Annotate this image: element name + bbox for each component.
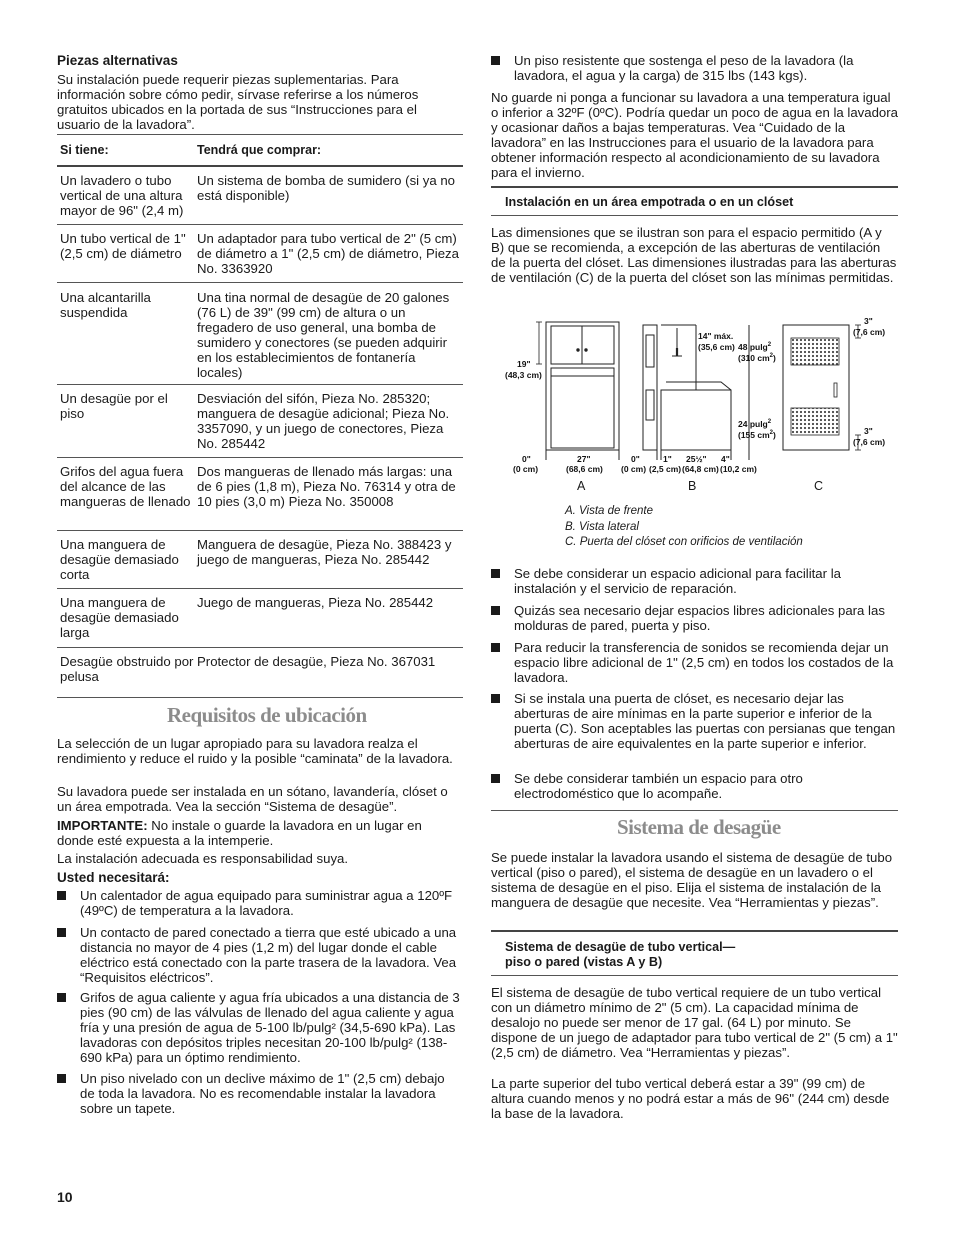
list-item-text: Se debe considerar un espacio adicional para facilitar la instalación y el servicio de reparación. — [514, 566, 841, 596]
dim-25-metric: (64,8 cm) — [682, 464, 719, 474]
table-cell-have: Una alcantarilla suspendida — [60, 290, 151, 320]
dim-3a-metric: (7,6 cm) — [853, 327, 886, 337]
dim-24-metric: (155 $cm^2$) — [738, 430, 776, 440]
table-cell-buy: Desviación del sifón, Pieza No. 285320; manguera de desagüe adicional; Pieza No. 3357090, y un juego de conectores, Pieza No. 285442 — [197, 391, 450, 451]
front-view-drawing — [536, 322, 619, 460]
table-cell-have: Un lavadero o tubo vertical de una altura mayor de 96" (2,4 m) — [60, 173, 184, 218]
location-paragraph-2: Su lavadora puede ser instalada en un sótano, lavandería, clóset o un área empotrada. Vea la sección “Sistema de desagüe”. — [57, 784, 448, 814]
location-section-title: Requisitos de ubicación — [167, 703, 367, 727]
list-item-text: Grifos de agua caliente y agua fría ubicados a una distancia de 3 pies (90 cm) de las válvulas de llenado del agua caliente y agua fría y una presión de agua de 5-100 lb/pulg² (34,5-690 kPa). Las lavadoras con depósitos triples necesitan 20-100 lb/pulg² (138-690 kPa) para un óptimo rendimiento. — [80, 990, 460, 1065]
dim-14-label: 14" máx. — [698, 331, 734, 341]
standpipe-heading-line1: Sistema de desagüe de tubo vertical— — [505, 940, 736, 954]
table-cell-have: Grifos del agua fuera del alcance de las mangueras de llenado — [60, 464, 191, 509]
dim-48-metric-value: (310 cm — [738, 353, 770, 363]
drain-section-title: Sistema de desagüe — [617, 815, 781, 839]
figure-letter-a: A — [577, 479, 586, 493]
dim-27-label: 27" — [577, 454, 591, 464]
table-row-divider — [57, 647, 463, 648]
recess-sub-rule — [491, 215, 898, 216]
bullet-square-icon — [57, 993, 66, 1002]
table-cell-have: Un tubo vertical de 1" (2,5 cm) de diámetro — [60, 231, 186, 261]
bullet-square-icon — [491, 56, 500, 65]
list-item-text: Un piso resistente que sostenga el peso de la lavadora (la lavadora, el agua y la carga) de 315 lbs (143 kgs). — [514, 53, 854, 83]
bullet-square-icon — [491, 774, 500, 783]
table-cell-buy: Dos mangueras de llenado más largas: una de 6 pies (1,8 m), Pieza No. 76314 y otra de 10 pies (3,0 m) Pieza No. 350008 — [197, 464, 456, 509]
bullet-square-icon — [491, 606, 500, 615]
table-cell-buy: Un sistema de bomba de sumidero (si ya no está disponible) — [197, 173, 456, 203]
closet-door-drawing — [783, 325, 861, 450]
dim-3b-metric: (7,6 cm) — [853, 437, 886, 447]
bullet-square-icon — [491, 643, 500, 652]
table-bottom-rule — [57, 697, 463, 698]
dim-19-label: 19" — [517, 359, 531, 369]
dim-3a-label: 3" — [864, 316, 873, 326]
dim-4-metric: (10,2 cm) — [720, 464, 757, 474]
list-item-text: Para reducir la transferencia de sonidos se recomienda dejar un espacio libre adicional de 1" (2,5 cm) en todos los costados de la lavadora. — [514, 640, 894, 685]
dim-3b-label: 3" — [864, 426, 873, 436]
dim-24-metric-square: 2 — [769, 430, 774, 436]
dim-24-metric-value: (155 cm — [738, 430, 770, 440]
figure-caption-b: B. Vista lateral — [565, 521, 639, 533]
table-row-divider — [57, 457, 463, 458]
dim-1-metric: (2,5 cm) — [649, 464, 682, 474]
figure-letter-c: C — [814, 479, 824, 493]
dim-24-label — [738, 419, 772, 429]
dim-24-square: 2 — [767, 419, 772, 425]
dim-24-value: 24 pulg — [738, 419, 768, 429]
standpipe-heading-line2: piso o pared (vistas A y B) — [505, 955, 663, 969]
figure-letter-b: B — [688, 479, 697, 493]
bullet-square-icon — [491, 569, 500, 578]
bullet-square-icon — [491, 694, 500, 703]
alt-parts-intro: Su instalación puede requerir piezas suplementarias. Para información sobre cómo pedir, sírvase referirse a los números gratuitos ubicados en la portada de sus “Instrucciones para el usuario de la lavadora”. — [57, 72, 419, 132]
standpipe-head-rule — [491, 930, 898, 932]
drain-section-rule — [491, 810, 898, 811]
dim-48-label — [738, 342, 772, 352]
table-cell-have: Una manguera de desagüe demasiado larga — [60, 595, 179, 640]
list-item-text: Quizás sea necesario dejar espacios libres adicionales para las molduras de pared, puerta y piso. — [514, 603, 885, 633]
dim-48-metric-square: 2 — [769, 353, 774, 359]
table-col1-header: Si tiene: — [60, 143, 109, 157]
dim-48-value: 48 pulg — [738, 342, 768, 352]
table-cell-have: Un desagüe por el piso — [60, 391, 168, 421]
dim-4-label: 4" — [721, 454, 730, 464]
list-item-text: Se debe considerar también un espacio para otro electrodoméstico que lo acompañe. — [514, 771, 803, 801]
table-row-divider — [57, 282, 463, 283]
list-item-text: Un contacto de pared conectado a tierra que esté ubicado a una distancia no mayor de 4 pies (1,2 m) del lugar donde el cable eléctrico está conectado con la parte trasera de la lavadora. Vea “Requisitos eléctricos”. — [80, 925, 457, 985]
table-col2-header: Tendrá que comprar: — [197, 143, 322, 157]
standpipe-paragraph-1: El sistema de desagüe de tubo vertical requiere de un tubo vertical con un diámetro mínimo de 2" (5 cm). La capacidad mínima de desalojo no puede ser menor de 17 gal. (64 L) por minuto. Se dispone de un juego de adaptador para tubo vertical de 2" (5 cm) a 1" (2,5 cm) de diámetro. Vea “Herramientas y piezas”. — [491, 985, 898, 1060]
dim-0b-metric: (0 cm) — [621, 464, 647, 474]
table-cell-have: Una manguera de desagüe demasiado corta — [60, 537, 179, 582]
page-number: 10 — [57, 1189, 73, 1205]
table-cell-buy: Un adaptador para tubo vertical de 2" (5 cm) de diámetro a 1" (2,5 cm) de diámetro, Pieza No. 3363920 — [197, 231, 459, 276]
table-cell-buy: Manguera de desagüe, Pieza No. 388423 y juego de mangueras, Pieza No. 285442 — [197, 537, 452, 567]
bullet-square-icon — [57, 1074, 66, 1083]
dim-14-metric: (35,6 cm) — [698, 342, 735, 352]
table-header-rule — [57, 165, 463, 167]
standpipe-paragraph-2: La parte superior del tubo vertical deberá estar a 39" (99 cm) de altura cuando menos y no podrá estar a más de 96" (244 cm) desde la base de la lavadora. — [491, 1076, 890, 1121]
recess-head-rule — [491, 186, 898, 188]
location-paragraph-1: La selección de un lugar apropiado para su lavadora realza el rendimiento y reduce el ruido y la posible “caminata” de la lavadora. — [57, 736, 453, 766]
drain-paragraph: Se puede instalar la lavadora usando el sistema de desagüe de tubo vertical (piso o pared), el sistema de desagüe en un lavadero o el sistema de desagüe en el piso. Elija el sistema de instalación de la manguera de desagüe que necesite. Vea “Herramientas y piezas”. — [491, 850, 893, 910]
recess-heading: Instalación en un área empotrada o en un clóset — [505, 195, 794, 209]
table-row-divider — [57, 224, 463, 225]
figure-caption-c: C. Puerta del clóset con orificios de ventilación — [565, 536, 803, 548]
dim-25-label: 25½" — [686, 454, 707, 464]
bullet-square-icon — [57, 891, 66, 900]
list-item-text: Un calentador de agua equipado para suministrar agua a 120ºF (49ºC) de temperatura a la lavadora. — [80, 888, 453, 918]
dim-48-square: 2 — [767, 342, 772, 348]
you-need-heading: Usted necesitará: — [57, 870, 170, 885]
important-label: IMPORTANTE: — [57, 818, 148, 833]
figure-caption-a: A. Vista de frente — [565, 505, 654, 517]
important-text: No instale o guarde la lavadora en un lugar en donde esté expuesta a la intemperie. — [57, 818, 422, 848]
temperature-paragraph: No guarde ni ponga a funcionar su lavadora a una temperatura igual o inferior a 32ºF (0ºC). Podría quedar un poco de agua en la lavadora y ocasionar daños a bajas temperaturas. Vea “Cuidado de la lavadora” en las Instrucciones para el usuario de la lavadora para obtener información respecto al acondicionamiento de su lavadora para el invierno. — [491, 90, 898, 180]
dim-0a-label: 0" — [522, 454, 531, 464]
location-paragraph-3: La instalación adecuada es responsabilidad suya. — [57, 851, 349, 866]
table-cell-buy: Protector de desagüe, Pieza No. 367031 — [197, 654, 436, 669]
dim-1-label: 1" — [663, 454, 672, 464]
dim-48-metric: (310 $cm^2$) — [738, 353, 776, 363]
dim-27-metric: (68,6 cm) — [566, 464, 603, 474]
table-cell-buy: Juego de mangueras, Pieza No. 285442 — [197, 595, 434, 610]
recess-dimensions-figure — [491, 310, 898, 490]
table-row-divider — [57, 588, 463, 589]
table-row-divider — [57, 384, 463, 385]
dim-0b-label: 0" — [631, 454, 640, 464]
important-note — [57, 818, 457, 848]
recess-paragraph: Las dimensiones que se ilustran son para el espacio permitido (A y B) que se recomienda, a excepción de las aberturas de ventilación de la puerta del clóset. Las dimensiones ilustradas para las aberturas de ventilación (C) de la puerta del clóset son las mínimas permitidas. — [491, 225, 897, 285]
table-top-rule — [57, 134, 463, 135]
bullet-square-icon — [57, 928, 66, 937]
standpipe-sub-rule — [491, 975, 898, 976]
list-item-text: Si se instala una puerta de clóset, es necesario dejar las aberturas de aire mínimas en la parte superior e inferior de la puerta (C). Son aceptables las puertas con persianas que tengan aberturas de aire equivalentes en la parte superior e inferior. — [514, 691, 896, 751]
table-cell-buy: Una tina normal de desagüe de 20 galones (76 L) de 39" (99 cm) de altura o un fregadero de uso general, una bomba de sumidero y conectores (se pueden adquirir en los establecimientos de fontanería locales) — [197, 290, 450, 380]
dim-0a-metric: (0 cm) — [513, 464, 539, 474]
alt-parts-heading: Piezas alternativas — [57, 53, 178, 68]
table-row-divider — [57, 530, 463, 531]
list-item-text: Un piso nivelado con un declive máximo de 1" (2,5 cm) debajo de toda la lavadora. No es recomendable instalar la lavadora sobre un tapete. — [80, 1071, 445, 1116]
table-cell-have: Desagüe obstruido por pelusa — [60, 654, 194, 684]
dim-19-metric: (48,3 cm) — [505, 370, 542, 380]
